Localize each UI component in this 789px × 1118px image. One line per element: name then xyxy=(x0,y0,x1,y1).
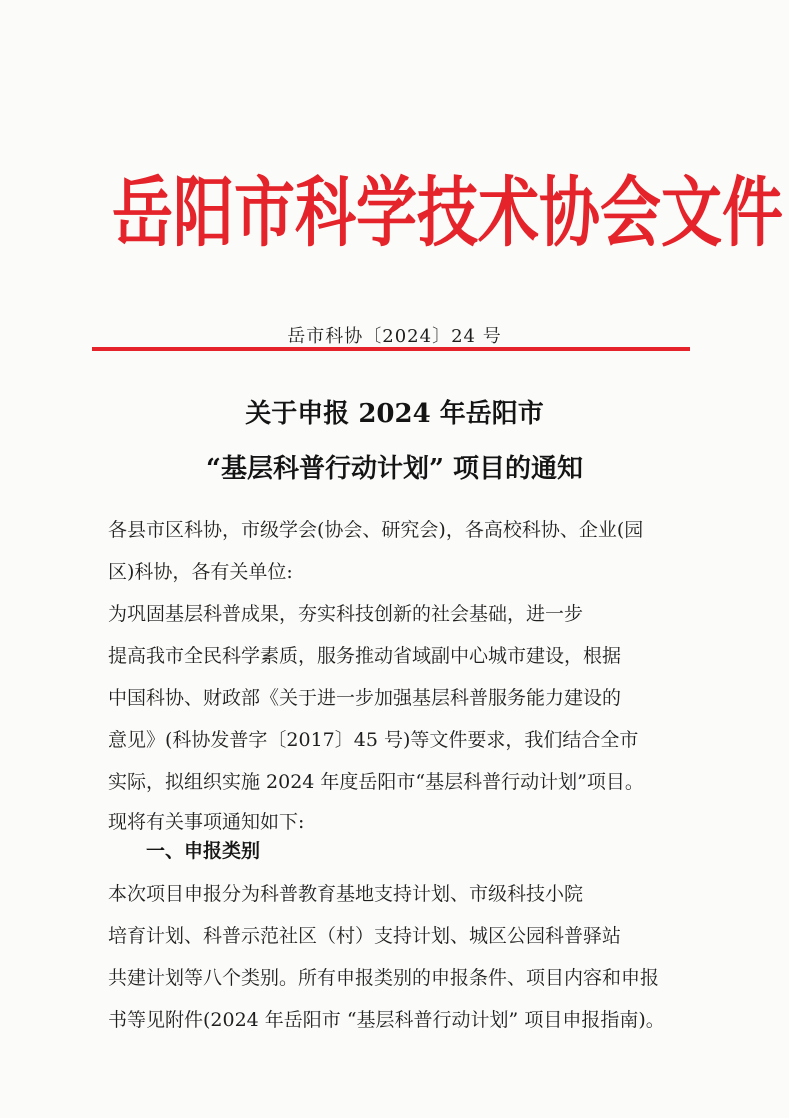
document-number: 岳市科协〔2024〕24 号 xyxy=(287,326,502,347)
body-line-4: 提高我市全民科学素质，服务推动省域副中心城市建设，根据 xyxy=(108,645,622,667)
body-line-5: 中国科协、财政部《关于进一步加强基层科普服务能力建设的 xyxy=(108,687,622,709)
notice-title-line-2: “基层科普行动计划” 项目的通知 xyxy=(206,454,583,484)
section-1-line-1: 本次项目申报分为科普教育基地支持计划、市级科技小院 xyxy=(108,883,584,905)
section-heading-application-categories: 一、申报类别 xyxy=(146,840,261,862)
red-divider-line xyxy=(92,347,690,351)
body-line-6: 意见》(科协发普字〔2017〕45 号)等文件要求，我们结合全市 xyxy=(108,729,639,751)
section-1-line-3: 共建计划等八个类别。所有申报类别的申报条件、项目内容和申报 xyxy=(108,967,660,989)
body-line-1: 各县市区科协，市级学会(协会、研究会)，各高校科协、企业(园 xyxy=(108,519,644,541)
section-1-line-2: 培育计划、科普示范社区（村）支持计划、城区公园科普驿站 xyxy=(108,925,622,947)
issuer-title: 岳阳市科学技术协会文件 xyxy=(112,168,784,258)
body-line-2: 区)科协，各有关单位: xyxy=(108,561,293,583)
notice-title-line-1: 关于申报 2024 年岳阳市 xyxy=(245,399,544,429)
body-line-3: 为巩固基层科普成果，夯实科技创新的社会基础，进一步 xyxy=(108,603,584,625)
body-line-8: 现将有关事项通知如下: xyxy=(108,811,305,833)
body-line-7: 实际，拟组织实施 2024 年度岳阳市“基层科普行动计划”项目。 xyxy=(108,771,644,793)
section-1-line-4: 书等见附件(2024 年岳阳市 “基层科普行动计划” 项目申报指南)。 xyxy=(108,1009,665,1031)
